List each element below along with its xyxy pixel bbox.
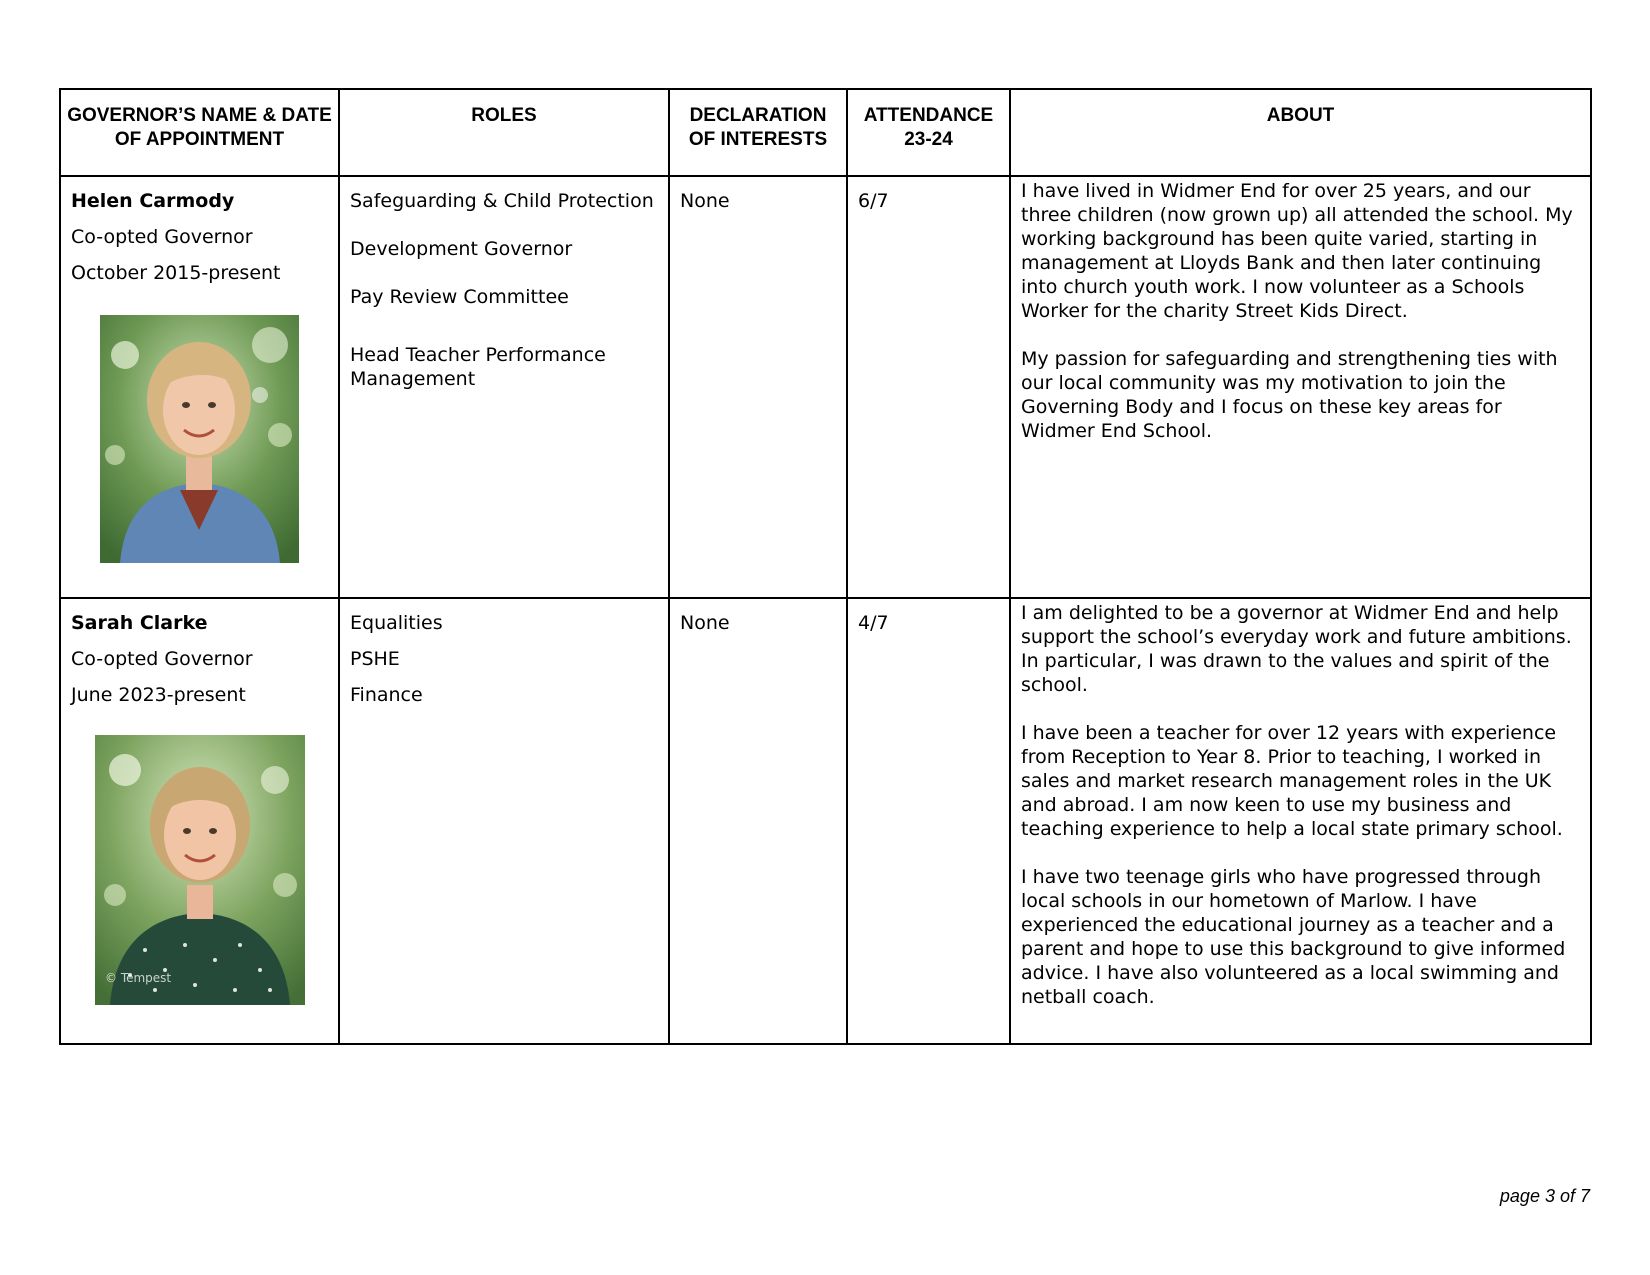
about-paragraph: I have two teenage girls who have progressed through local schools in our hometown of Marlow. I have experienced the educational journey as a teacher and a parent and hope to use this background to give informed advice. I have also volunteered as a local swimming and netball coach. — [1021, 866, 1566, 1008]
role-item: Head Teacher Performance Management — [350, 344, 606, 390]
about-paragraph: I have been a teacher for over 12 years with experience from Reception to Year 8. Prior to teaching, I worked in sales and market research management roles in the UK and abroad. I am now keen to use my business and teaching experience to help a local state primary school. — [1021, 722, 1563, 840]
photo-watermark: © Tempest — [104, 971, 171, 985]
role-item: Pay Review Committee — [350, 286, 569, 308]
role-item: Finance — [350, 684, 423, 706]
role-item: Equalities — [350, 612, 443, 634]
governor-declaration: None — [669, 176, 847, 598]
header-about: ABOUT — [1010, 89, 1591, 176]
header-row — [60, 89, 1591, 176]
role-item: Development Governor — [350, 238, 573, 260]
governor-about-cell — [1010, 176, 1591, 598]
header-roles: ROLES — [339, 89, 669, 176]
about-paragraph: I have lived in Widmer End for over 25 years, and our three children (now grown up) all attended the school. My working background has been quite varied, starting in management at Lloyds Bank and then later continuing into church youth work. I now volunteer as a Schools Worker for the charity Street Kids Direct. — [1021, 180, 1573, 322]
governor-type: Co-opted Governor — [71, 648, 253, 670]
role-item: PSHE — [350, 648, 400, 670]
governor-period: October 2015-present — [71, 262, 281, 284]
governor-attendance: 4/7 — [847, 598, 1010, 1044]
header-attendance: ATTENDANCE 23-24 — [847, 89, 1010, 176]
governor-name: Helen Carmody — [71, 190, 235, 212]
governor-about-cell — [1010, 598, 1591, 1044]
governor-photo — [95, 735, 305, 1005]
table-row — [60, 176, 1591, 598]
header-declaration: DECLARATION OF INTERESTS — [669, 89, 847, 176]
about-paragraph: My passion for safeguarding and strengthening ties with our local community was my motivation to join the Governing Body and I focus on these key areas for Widmer End School. — [1021, 348, 1558, 442]
header-name: GOVERNOR’S NAME & DATE OF APPOINTMENT — [60, 89, 339, 176]
governor-roles-cell — [339, 598, 669, 1044]
governor-declaration: None — [669, 598, 847, 1044]
governor-name: Sarah Clarke — [71, 612, 208, 634]
governor-photo — [100, 315, 299, 563]
table-row — [60, 598, 1591, 1044]
governor-roles-cell — [339, 176, 669, 598]
governor-period: June 2023-present — [71, 684, 246, 706]
governor-attendance: 6/7 — [847, 176, 1010, 598]
page-number: page 3 of 7 — [1499, 1186, 1590, 1206]
governor-name-cell — [60, 598, 339, 1044]
role-item: Safeguarding & Child Protection — [350, 190, 654, 212]
governor-name-cell — [60, 176, 339, 598]
governor-type: Co-opted Governor — [71, 226, 253, 248]
about-paragraph: I am delighted to be a governor at Widmer End and help support the school’s everyday work and future ambitions. In particular, I was drawn to the values and spirit of the school. — [1021, 602, 1572, 696]
governors-table — [59, 88, 1592, 1045]
